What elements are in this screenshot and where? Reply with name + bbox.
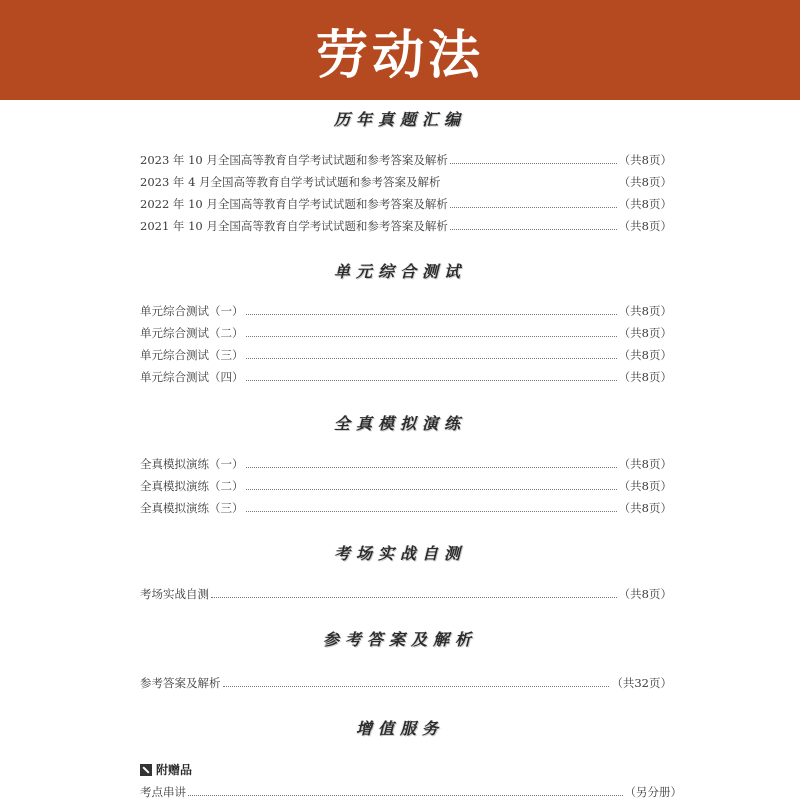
leader-dots: [450, 207, 617, 208]
toc-entry-pages: （共8页）: [618, 501, 672, 515]
toc-entry-pages: （另分册）: [624, 785, 682, 799]
section-heading: [0, 716, 800, 739]
section-title: 历年真题汇编: [333, 110, 466, 129]
page-title: 劳动法: [315, 25, 484, 86]
toc-entry-pages: （共8页）: [618, 457, 672, 471]
toc-entry-label: 2023 年 10 月全国高等教育自学考试试题和参考答案及解析: [140, 153, 448, 167]
bonus-heading: [140, 761, 192, 778]
section-heading: [0, 259, 800, 282]
toc-entry-pages: （共8页）: [618, 219, 672, 233]
section-heading: [0, 411, 800, 434]
toc-entry-label: 2022 年 10 月全国高等教育自学考试试题和参考答案及解析: [140, 197, 448, 211]
toc-entry-pages: （共8页）: [618, 304, 672, 318]
toc-entry-pages: （共8页）: [618, 587, 672, 601]
leader-dots: [450, 229, 617, 230]
section-heading: [0, 107, 800, 130]
leader-dots: [246, 511, 617, 512]
toc-entry: [140, 321, 672, 341]
toc-entry: [140, 170, 672, 190]
toc-entry-label: 全真模拟演练（二）: [140, 479, 244, 493]
toc-entry-pages: （共8页）: [618, 479, 672, 493]
toc-entry: [140, 671, 672, 691]
section-title: 考场实战自测: [333, 544, 466, 563]
toc-entry: [140, 148, 672, 168]
leader-dots: [443, 185, 617, 186]
toc-entry-pages: （共8页）: [618, 326, 672, 340]
section-title: 增值服务: [355, 719, 444, 738]
toc-entry-label: 考点串讲: [140, 785, 186, 799]
title-banner: [0, 0, 800, 100]
toc-entry: [140, 365, 672, 385]
section-heading: [0, 541, 800, 564]
leader-dots: [246, 358, 617, 359]
checkbox-icon: [140, 764, 152, 776]
leader-dots: [246, 314, 617, 315]
bonus-title: 附赠品: [156, 763, 193, 777]
leader-dots: [211, 597, 617, 598]
leader-dots: [246, 380, 617, 381]
toc-entry-pages: （共8页）: [618, 153, 672, 167]
toc-entry-label: 考场实战自测: [140, 587, 209, 601]
toc-entry-pages: （共8页）: [618, 348, 672, 362]
toc-entry-label: 单元综合测试（四）: [140, 370, 244, 384]
toc-entry: [140, 496, 672, 516]
toc-entry-label: 2023 年 4 月全国高等教育自学考试试题和参考答案及解析: [140, 175, 441, 189]
toc-entry: [140, 299, 672, 319]
toc-entry: [140, 214, 672, 234]
leader-dots: [450, 163, 617, 164]
toc-entry-label: 全真模拟演练（一）: [140, 457, 244, 471]
toc-entry: [140, 343, 672, 363]
section-heading: [0, 627, 800, 650]
section-title: 参考答案及解析: [322, 630, 477, 649]
toc-entry-pages: （共32页）: [611, 676, 672, 690]
toc-entry-label: 全真模拟演练（三）: [140, 501, 244, 515]
toc-entry-label: 单元综合测试（一）: [140, 304, 244, 318]
toc-entry-pages: （共8页）: [618, 175, 672, 189]
section-title: 单元综合测试: [333, 262, 466, 281]
toc-entry: [140, 192, 672, 212]
toc-entry: [140, 474, 672, 494]
toc-entry-label: 单元综合测试（二）: [140, 326, 244, 340]
toc-entry-label: 参考答案及解析: [140, 676, 221, 690]
leader-dots: [246, 467, 617, 468]
leader-dots: [223, 686, 610, 687]
leader-dots: [246, 336, 617, 337]
toc-entry: [140, 452, 672, 472]
toc-entry-pages: （共8页）: [618, 197, 672, 211]
toc-entry: [140, 780, 682, 800]
leader-dots: [188, 795, 623, 796]
toc-entry: [140, 582, 672, 602]
toc-entry-pages: （共8页）: [618, 370, 672, 384]
section-title: 全真模拟演练: [333, 414, 466, 433]
toc-entry-label: 单元综合测试（三）: [140, 348, 244, 362]
leader-dots: [246, 489, 617, 490]
toc-entry-label: 2021 年 10 月全国高等教育自学考试试题和参考答案及解析: [140, 219, 448, 233]
